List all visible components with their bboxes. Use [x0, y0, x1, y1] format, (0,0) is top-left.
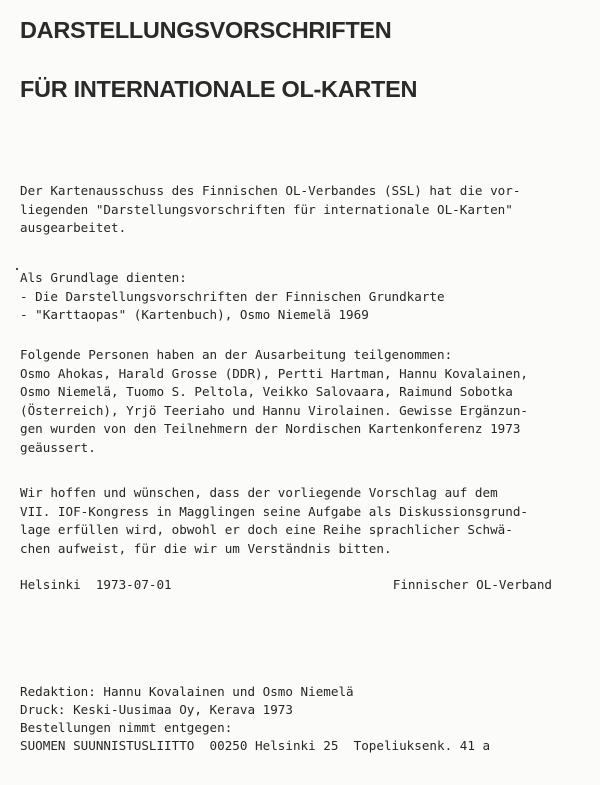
- text-line: - Die Darstellungsvorschriften der Finnischen Grundkarte: [20, 288, 445, 304]
- document-title-line-2: FÜR INTERNATIONALE OL-KARTEN: [20, 76, 418, 102]
- intro-paragraph: [20, 182, 590, 238]
- place-and-date: Helsinki 1973-07-01: [20, 577, 172, 592]
- text-line: Bestellungen nimmt entgegen:: [20, 720, 233, 735]
- document-title-line-1: DARSTELLUNGSVORSCHRIFTEN: [20, 17, 392, 43]
- stray-mark: [16, 268, 18, 270]
- text-line: Der Kartenausschuss des Finnischen OL-Verbandes (SSL) hat die vor-: [20, 183, 521, 198]
- text-line: chen aufweist, für die wir um Verständnis bitten.: [20, 540, 392, 556]
- text-line: Redaktion: Hannu Kovalainen und Osmo Niemelä: [20, 684, 354, 699]
- text-line: ausgearbeitet.: [20, 220, 127, 235]
- wishes-paragraph: [20, 484, 590, 558]
- signing-organization: Finnischer OL-Verband: [392, 577, 552, 592]
- text-line: SUOMEN SUUNNISTUSLIITTO 00250 Helsinki 25 Topeliuksenk. 41 a: [20, 738, 491, 753]
- text-line: Als Grundlage dienten:: [20, 270, 187, 285]
- credits-block: [20, 683, 590, 755]
- text-line: - "Karttaopas" (Kartenbuch), Osmo Niemelä 1969: [20, 307, 369, 322]
- text-line: (Österreich), Yrjö Teeriaho und Hannu Virolainen. Gewisse Ergänzun-: [20, 402, 528, 418]
- text-line: VII. IOF-Kongress in Magglingen seine Aufgabe als Diskussionsgrund-: [20, 503, 528, 519]
- text-line: Druck: Keski-Uusimaa Oy, Kerava 1973: [20, 702, 293, 717]
- text-line: Folgende Personen haben an der Ausarbeitung teilgenommen:: [20, 347, 453, 362]
- text-line: geäussert.: [20, 439, 96, 455]
- text-line: gen wurden von den Teilnehmern der Nordischen Kartenkonferenz 1973: [20, 421, 521, 436]
- text-line: lage erfüllen wird, obwohl er doch eine Reihe sprachlicher Schwä-: [20, 522, 513, 537]
- text-line: Wir hoffen und wünschen, dass der vorliegende Vorschlag auf dem: [20, 485, 498, 500]
- text-line: liegenden "Darstellungsvorschriften für internationale OL-Karten": [20, 201, 513, 217]
- basis-paragraph: [20, 269, 590, 325]
- contributors-paragraph: [20, 346, 590, 457]
- text-line: Osmo Niemelä, Tuomo S. Peltola, Veikko Salovaara, Raimund Sobotka: [20, 384, 513, 399]
- text-line: Osmo Ahokas, Harald Grosse (DDR), Pertti Hartman, Hannu Kovalainen,: [20, 365, 528, 381]
